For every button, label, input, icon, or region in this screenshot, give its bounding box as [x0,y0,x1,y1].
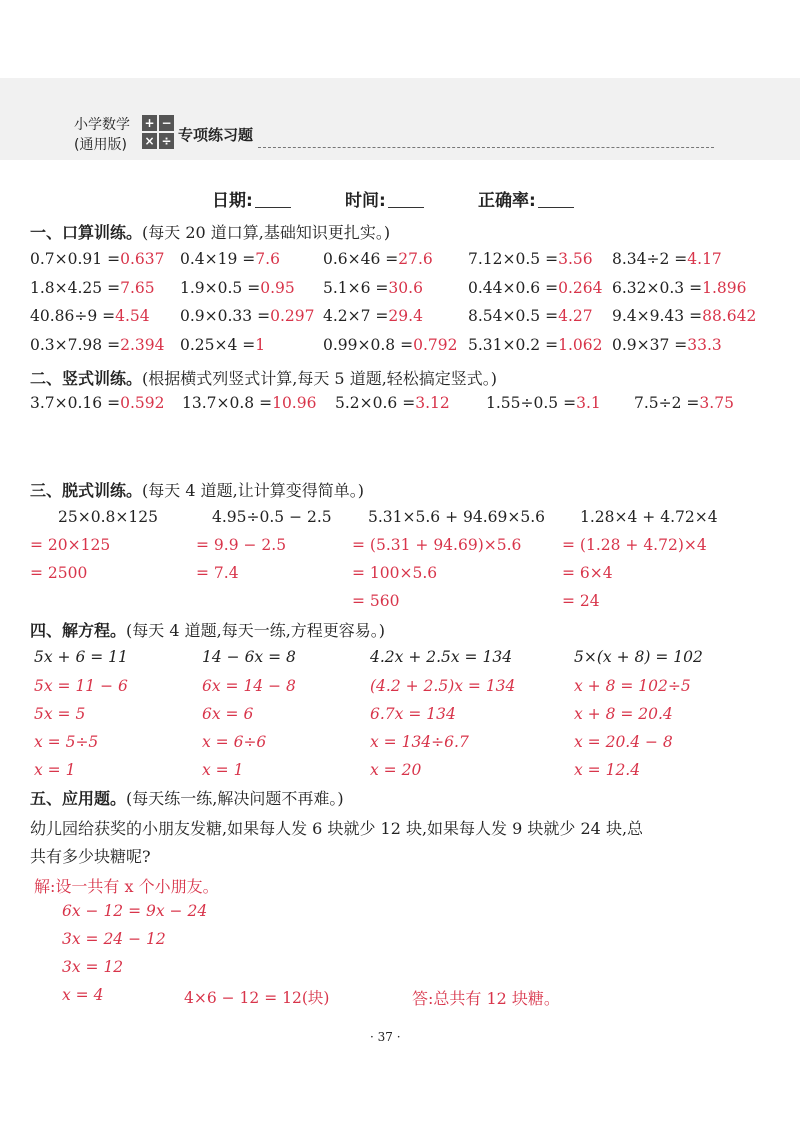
oral-item [468,250,593,268]
solution-step: 3x = 24 − 12 [62,930,166,948]
oral-answer: 3.56 [558,250,593,268]
stepwise-problem: 5.31×5.6 + 94.69×5.6 [368,508,546,526]
solution-step: x = 4 [62,986,104,1004]
equation-step: x = 20.4 − 8 [574,733,673,751]
oral-problem: 0.44×0.6 = [468,279,559,297]
equation-step: 5x = 11 − 6 [34,677,128,695]
word-problem-line2: 共有多少块糖呢? [30,847,151,866]
vertical-problem: 1.55÷0.5 = [486,394,577,412]
solution-intro: 解:设一共有 x 个小朋友。 [34,877,219,896]
oral-item [30,307,150,325]
oral-problem: 0.25×4 = [180,336,256,354]
oral-item [468,279,602,297]
equation-problem: 5x + 6 = 11 [34,648,128,666]
oral-problem: 7.12×0.5 = [468,250,559,268]
equation-step: x + 8 = 20.4 [574,705,673,723]
equation-step: x = 134÷6.7 [370,733,469,751]
oral-answer: 7.6 [255,250,280,268]
brand-line1: 小学数学 [74,117,130,133]
oral-answer: 0.792 [413,336,458,354]
stepwise-step: = 6×4 [562,564,613,582]
equation-step: x = 1 [202,761,244,779]
oral-answer: 7.65 [120,279,155,297]
oral-answer: 4.27 [558,307,593,325]
vertical-problem: 5.2×0.6 = [335,394,416,412]
stepwise-step: = 24 [562,592,600,610]
oral-answer: 27.6 [398,250,433,268]
vertical-answer: 3.12 [415,394,450,412]
section-5-heading: 五、应用题。(每天练一练,解决问题不再难。) [30,789,344,808]
section-4-heading: 四、解方程。(每天 4 道题,每天一练,方程更容易。) [30,621,386,640]
oral-item [323,279,423,297]
stepwise-step: = 560 [352,592,400,610]
section-2-heading: 二、竖式训练。(根据横式列竖式计算,每天 5 道题,轻松搞定竖式。) [30,369,498,388]
times-icon: × [142,133,157,149]
oral-problem: 0.7×0.91 = [30,250,121,268]
oral-problem: 0.6×46 = [323,250,399,268]
vertical-item [634,394,734,412]
oral-item [323,250,433,268]
oral-item [180,307,314,325]
oral-answer: 30.6 [388,279,423,297]
equation-step: (4.2 + 2.5)x = 134 [370,677,516,695]
equation-step: x + 8 = 102÷5 [574,677,691,695]
stepwise-step: = (1.28 + 4.72)×4 [562,536,707,554]
equation-step: 6x = 14 − 8 [202,677,296,695]
header-title: 专项练习题 [178,126,254,144]
vertical-item [335,394,450,412]
time-label: 时间: [345,191,386,211]
oral-item [468,307,593,325]
oral-problem: 1.9×0.5 = [180,279,261,297]
solution-step: 6x − 12 = 9x − 24 [62,902,208,920]
oral-item [612,279,746,297]
oral-item [468,336,602,354]
vertical-problem: 3.7×0.16 = [30,394,121,412]
vertical-item [182,394,316,412]
oral-problem: 8.34÷2 = [612,250,688,268]
vertical-answer: 0.592 [120,394,165,412]
brand-line2: (通用版) [74,137,127,153]
oral-problem: 9.4×9.43 = [612,307,703,325]
oral-problem: 0.3×7.98 = [30,336,121,354]
oral-answer: 4.54 [115,307,150,325]
section-3-heading: 三、脱式训练。(每天 4 道题,让计算变得简单。) [30,481,364,500]
stepwise-problem: 1.28×4 + 4.72×4 [580,508,718,526]
accuracy-blank [538,191,574,208]
vertical-answer: 3.75 [699,394,734,412]
oral-item [323,336,457,354]
oral-item [180,279,295,297]
vertical-problem: 13.7×0.8 = [182,394,273,412]
oral-answer: 1.062 [558,336,603,354]
vertical-problem: 7.5÷2 = [634,394,700,412]
stepwise-step: = 2500 [30,564,88,582]
oral-item [180,336,265,354]
stepwise-step: = 100×5.6 [352,564,438,582]
stepwise-step: = 7.4 [196,564,239,582]
vertical-item [30,394,164,412]
oral-answer: 88.642 [702,307,757,325]
oral-problem: 5.31×0.2 = [468,336,559,354]
equation-step: x = 20 [370,761,422,779]
oral-answer: 29.4 [388,307,423,325]
equation-problem: 4.2x + 2.5x = 134 [370,648,513,666]
equation-problem: 14 − 6x = 8 [202,648,296,666]
equation-step: 5x = 5 [34,705,86,723]
solution-calc: 4×6 − 12 = 12(块) [184,989,330,1007]
section-1-heading: 一、口算训练。(每天 20 道口算,基础知识更扎实。) [30,223,391,242]
vertical-answer: 10.96 [272,394,317,412]
word-problem-line1: 幼儿园给获奖的小朋友发糖,如果每人发 6 块就少 12 块,如果每人发 9 块就少 24 块,总 [30,819,644,838]
time-field [345,186,424,211]
oral-item [612,250,722,268]
vertical-answer: 3.1 [576,394,601,412]
oral-answer: 2.394 [120,336,165,354]
oral-answer: 4.17 [687,250,722,268]
oral-item [612,336,722,354]
stepwise-problem: 25×0.8×125 [58,508,158,526]
vertical-item [486,394,601,412]
stepwise-step: = (5.31 + 94.69)×5.6 [352,536,522,554]
plus-icon: + [142,115,157,131]
equation-step: x = 5÷5 [34,733,99,751]
time-blank [388,191,424,208]
oral-problem: 0.9×37 = [612,336,688,354]
page-number: · 37 · [370,1030,401,1044]
oral-problem: 0.9×0.33 = [180,307,271,325]
oral-answer: 0.95 [260,279,295,297]
equation-step: x = 1 [34,761,76,779]
oral-item [30,250,164,268]
oral-item [180,250,280,268]
operator-icon [142,115,174,149]
oral-item [323,307,423,325]
oral-item [30,336,164,354]
stepwise-step: = 20×125 [30,536,111,554]
date-label: 日期: [212,191,253,211]
equation-step: 6.7x = 134 [370,705,456,723]
oral-answer: 0.264 [558,279,603,297]
date-field [212,186,291,211]
oral-answer: 33.3 [687,336,722,354]
oral-problem: 0.4×19 = [180,250,256,268]
divide-icon: ÷ [159,133,174,149]
oral-problem: 5.1×6 = [323,279,389,297]
equation-problem: 5×(x + 8) = 102 [574,648,703,666]
oral-problem: 6.32×0.3 = [612,279,703,297]
accuracy-label: 正确率: [478,191,536,211]
header-divider [258,147,714,148]
solution-answer: 答:总共有 12 块糖。 [412,989,560,1008]
stepwise-problem: 4.95÷0.5 − 2.5 [212,508,332,526]
minus-icon: − [159,115,174,131]
stepwise-step: = 9.9 − 2.5 [196,536,287,554]
oral-item [612,307,756,325]
oral-answer: 0.637 [120,250,165,268]
oral-problem: 1.8×4.25 = [30,279,121,297]
solution-step: 3x = 12 [62,958,124,976]
oral-answer: 0.297 [270,307,315,325]
oral-answer: 1.896 [702,279,747,297]
oral-problem: 0.99×0.8 = [323,336,414,354]
date-blank [255,191,291,208]
equation-step: x = 12.4 [574,761,641,779]
oral-answer: 1 [255,336,266,354]
oral-problem: 4.2×7 = [323,307,389,325]
oral-problem: 40.86÷9 = [30,307,116,325]
oral-item [30,279,155,297]
equation-step: 6x = 6 [202,705,254,723]
equation-step: x = 6÷6 [202,733,267,751]
accuracy-field [478,186,574,211]
oral-problem: 8.54×0.5 = [468,307,559,325]
